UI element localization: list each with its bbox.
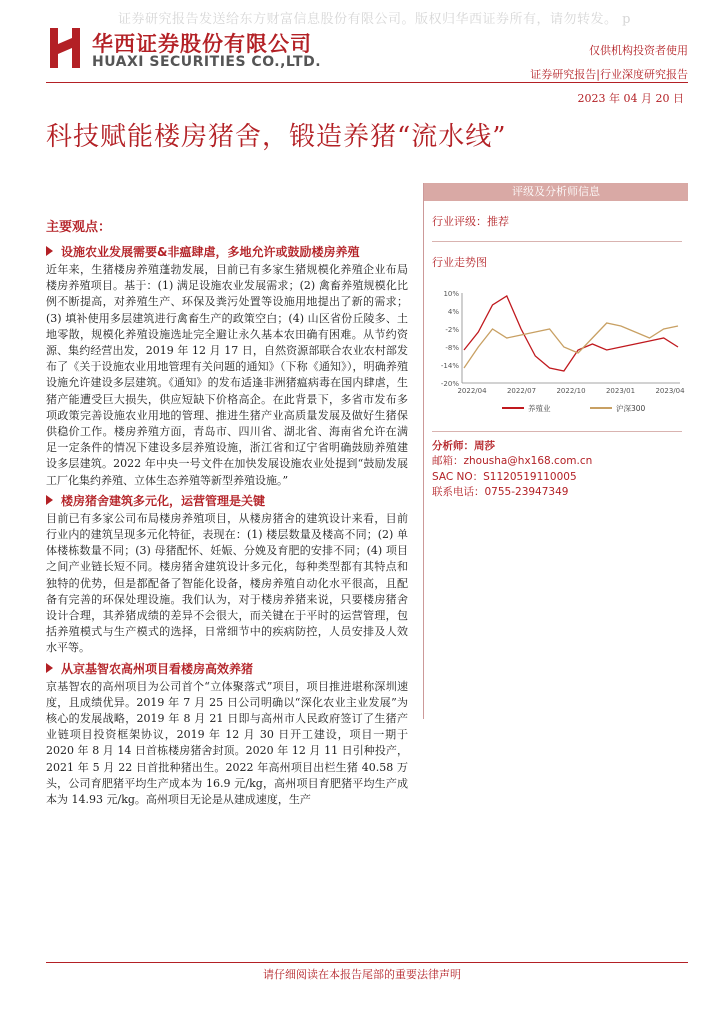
- section-heading: [46, 660, 408, 679]
- analyst-sac: SAC NO：S1120519110005: [432, 470, 577, 483]
- section-heading-text: 设施农业发展需要&非瘟肆虐，多地允许或鼓励楼房养殖: [61, 245, 360, 259]
- watermark: 证券研究报告发送给东方财富信息股份有限公司。版权归华西证券所有，请勿转发。 p: [118, 12, 631, 27]
- section-heading: [46, 243, 408, 262]
- chart-y-tick-label: -2%: [445, 326, 459, 334]
- chart-x-tick-label: 2023/01: [605, 387, 636, 395]
- analyst-phone: 联系电话：0755-23947349: [432, 486, 569, 499]
- chart-y-tick-label: -14%: [440, 362, 459, 370]
- audience-note: 仅供机构投资者使用: [589, 44, 688, 57]
- chart-x-tick-label: 2022/04: [457, 387, 487, 395]
- report-category: 证券研究报告|行业深度研究报告: [530, 68, 688, 81]
- company-logo: [46, 26, 84, 70]
- bullet-triangle-icon: [46, 663, 53, 673]
- analyst-divider: [432, 431, 682, 432]
- footer-divider: [46, 962, 688, 963]
- chart-legend-label: 养殖业: [528, 404, 551, 413]
- section-body: 目前已有多家公司布局楼房养殖项目，从楼房猪舍的建筑设计来看，目前行业内的建筑呈现多元化特征，表现在：(1) 楼层数量及楼高不同；(2) 单体楼栋数量不同；(3) 母猪配怀、妊娠、分娩及育肥的安排不同；(4) 项目之间产业链长短不同。楼房猪舍建筑设计多元化，每种类型都有其特点和独特的优势，但是都配备了智能化设备，楼房养殖自动化水平很高，且配备有完善的环保处理设施。我们认为，对于楼房养猪来说，只要楼房猪舍设计合理，其养猪成绩的差异不会很大，而关键在于平时的运营管理，包括养殖模式与生产模式的选择，日常细节中的疾病防控，人员安排及人效水平等。: [46, 511, 408, 655]
- chart-x-tick-label: 2022/07: [506, 387, 537, 395]
- report-title: 科技赋能楼房猪舍，锻造养猪“流水线”: [46, 122, 507, 152]
- bullet-triangle-icon: [46, 246, 53, 256]
- industry-trend-chart: [430, 287, 686, 423]
- section-body: 近年来，生猪楼房养殖蓬勃发展，目前已有多家生猪规模化养殖企业布局楼房养殖项目。基于：(1) 满足设施农业发展需求；(2) 禽畜养殖规模化比例不断提高，对养殖生产、环保及粪污处置等设施用地提出了新的需求；(3) 填补使用多层建筑进行禽畜生产的政策空白；(4) 山区省份丘陵多、土地零散，规模化养殖设施选址完全避让永久基本农田确有困难。从节约资源、集约经营出发，2019 年 12 月 17 日，自然资源部联合农业农村部发布了《关于设施农业用地管理有关问题的通知》（下称《通知》），明确养殖设施允许建设多层建筑。《通知》的发布适逢非洲猪瘟病毒在国内肆虐，生猪产能遭受巨大损失，供应短缺下价格高企。在此背景下，多省市发布多项政策完善设施农业用地的管理、推进生猪产业高质量发展及做好生猪保供稳价工作。楼房养殖方面，青岛市、四川省、湖北省、海南省允许在满足一定条件的情况下建设多层养殖设施，浙江省和辽宁省明确鼓励养殖建设多层建筑。2022 年中央一号文件在加快发展设施农业处提到“鼓励发展工厂化集约养殖、立体生态养殖等新型养殖设施。”: [46, 263, 408, 487]
- section-heading: [46, 492, 408, 511]
- section-heading-text: 楼房猪舍建筑多元化，运营管理是关键: [61, 493, 266, 508]
- sidebar-panel: [423, 183, 688, 719]
- bullet-triangle-icon: [46, 495, 53, 505]
- company-name-cn: 华西证券股份有限公司: [92, 32, 312, 56]
- chart-x-tick-label: 2023/04: [655, 387, 685, 395]
- sidebar-header: 评级及分析师信息: [424, 183, 688, 201]
- company-name-en: HUAXI SECURITIES CO.,LTD.: [92, 54, 322, 70]
- chart-y-tick-label: -8%: [445, 344, 459, 352]
- trend-chart-title: 行业走势图: [432, 256, 487, 269]
- rating-divider: [432, 241, 682, 242]
- industry-rating: 行业评级：推荐: [432, 215, 509, 228]
- section-body: 京基智农的高州项目为公司首个“立体聚落式”项目，项目推进堪称深圳速度，且成绩优异。2019 年 7 月 25 日公司明确以“深化农业主业发展”为核心的发展战略，2019 年 8 月 21 日即与高州市人民政府签订了生猪产业链项目投资框架协议，2019 年 12 月 30 日开工建设，项目一期于 2020 年 8 月 14 日首栋楼房猪舍封顶。2020 年 12 月 11 日引种投产，2021 年 5 月 22 日首批种猪出生。2022 年高州项目出栏生猪 40.58 万头，公司育肥猪平均生产成本为 16.9 元/kg，高州项目育肥猪平均生产成本为 14.93 元/kg。高州项目无论是从建成速度，生产: [46, 679, 408, 807]
- section-heading-text: 从京基智农高州项目看楼房高效养猪: [61, 661, 254, 676]
- legal-footer: 请仔细阅读在本报告尾部的重要法律声明: [263, 968, 461, 981]
- chart-series-line-breeding: [464, 296, 678, 371]
- main-content: [46, 216, 408, 810]
- header-divider: [46, 82, 688, 83]
- main-heading: 主要观点：: [46, 220, 112, 235]
- analyst-info: [432, 439, 592, 501]
- chart-y-tick-label: 4%: [447, 308, 459, 316]
- chart-y-tick-label: 10%: [443, 290, 459, 298]
- analyst-name: 分析师：周莎: [432, 440, 495, 452]
- chart-y-tick-label: -20%: [440, 380, 459, 388]
- chart-x-tick-label: 2022/10: [556, 387, 586, 395]
- analyst-email: 邮箱：zhousha@hx168.com.cn: [432, 455, 593, 468]
- report-date: 2023 年 04 月 20 日: [577, 92, 684, 105]
- chart-legend-label: 沪深300: [616, 404, 646, 413]
